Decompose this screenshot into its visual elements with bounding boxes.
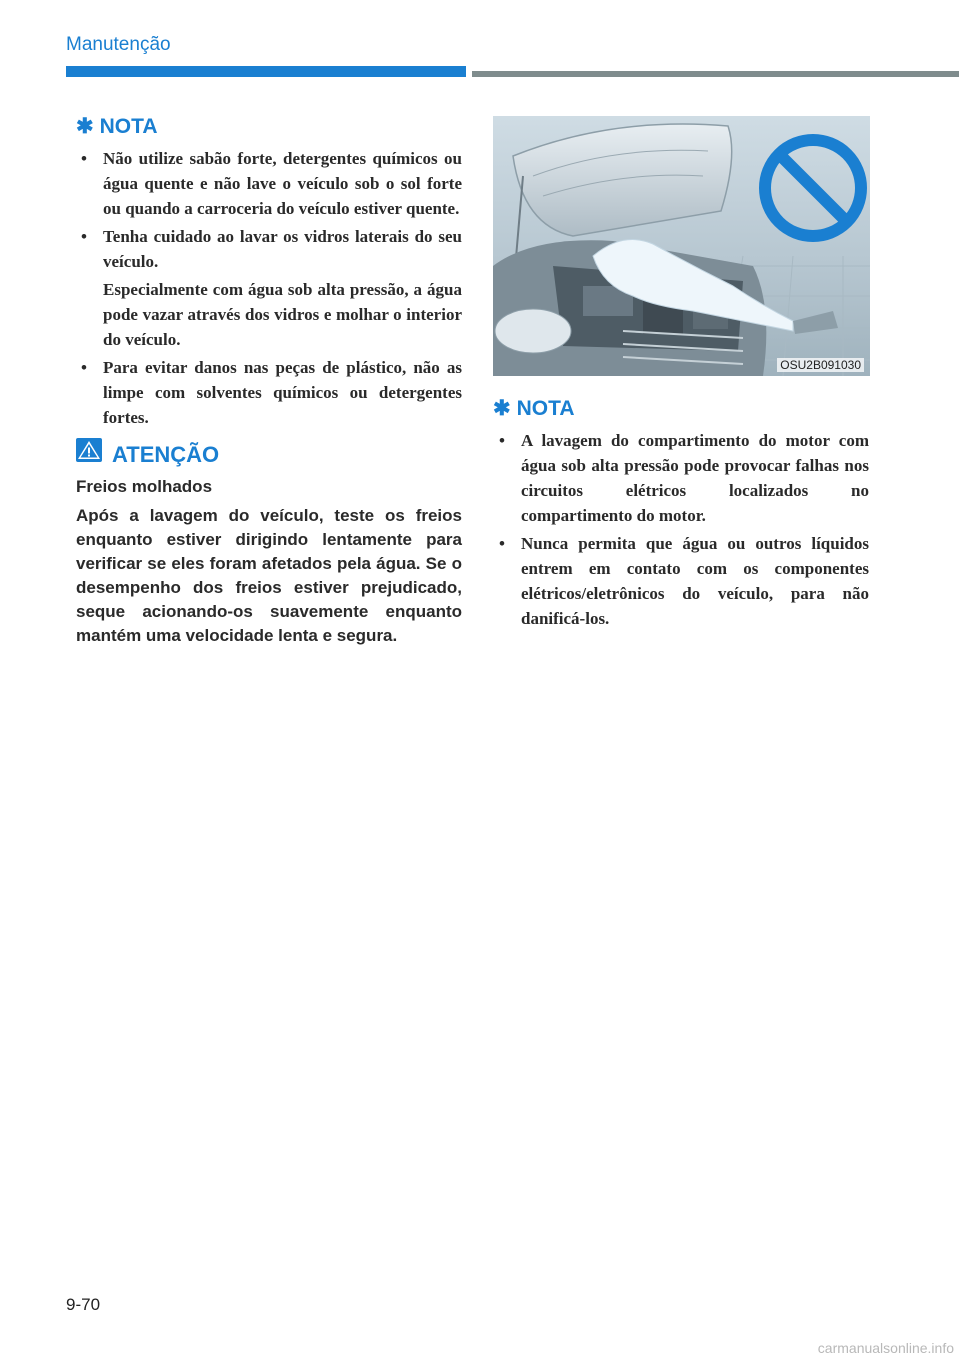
list-item-text: • Não utilize sabão forte, detergentes químicos ou água quente e não lave o veículo sob o sol forte ou quando a carroceria do veículo estiver quente. [103, 149, 462, 218]
note-star-icon: ✱ [493, 397, 511, 420]
watermark: carmanualsonline.info [817, 1340, 954, 1356]
list-item-text: • A lavagem do compartimento do motor com água sob alta pressão pode provocar falhas nos circuitos elétricos localizados no compartimento do motor. [521, 431, 869, 525]
section-title: Manutenção [66, 34, 171, 55]
note-star-icon: ✱ [76, 115, 94, 138]
list-item [78, 146, 462, 221]
figure-code: OSU2B091030 [777, 358, 864, 372]
engine-bay-illustration [493, 116, 870, 376]
right-note-list [496, 428, 869, 634]
list-item [496, 428, 869, 528]
warning-subtitle: Freios molhados [76, 477, 213, 496]
header-bar-accent [66, 66, 466, 77]
warning-title: ATENÇÃO [112, 442, 220, 467]
list-item [496, 531, 869, 631]
left-note-list [78, 146, 462, 433]
warning-header [76, 432, 219, 468]
list-item [78, 355, 462, 430]
warning-body: Após a lavagem do veículo, teste os freios enquanto estiver dirigindo lentamente para verificar se eles foram afetados pela água. Se o desempenho dos freios estiver prejudicado, seque acionando-os suavemente enquanto mantém uma velocidade lenta e segura. [76, 506, 462, 645]
list-item-text: • Tenha cuidado ao lavar os vidros laterais do seu veículo. [103, 227, 462, 271]
list-item [78, 224, 462, 352]
list-item-text: Especialmente com água sob alta pressão, a água pode vazar através dos vidros e molhar o interior do veículo. [103, 280, 462, 349]
list-item-text: • Para evitar danos nas peças de plástico, não as limpe com solventes químicos ou detergentes fortes. [103, 358, 462, 427]
header-bar-rule [472, 71, 959, 77]
warning-triangle-icon [76, 438, 102, 462]
engine-wash-prohibited-image [493, 116, 870, 376]
right-note-title-text: NOTA [516, 397, 575, 420]
list-item-text: • Nunca permita que água ou outros líquidos entrem em contato com os componentes elétricos/eletrônicos do veículo, para não danificá-los. [521, 534, 869, 628]
left-note-title [76, 114, 158, 139]
page-number: 9-70 [66, 1295, 101, 1314]
right-note-title [493, 396, 575, 421]
left-note-title-text: NOTA [99, 115, 158, 138]
